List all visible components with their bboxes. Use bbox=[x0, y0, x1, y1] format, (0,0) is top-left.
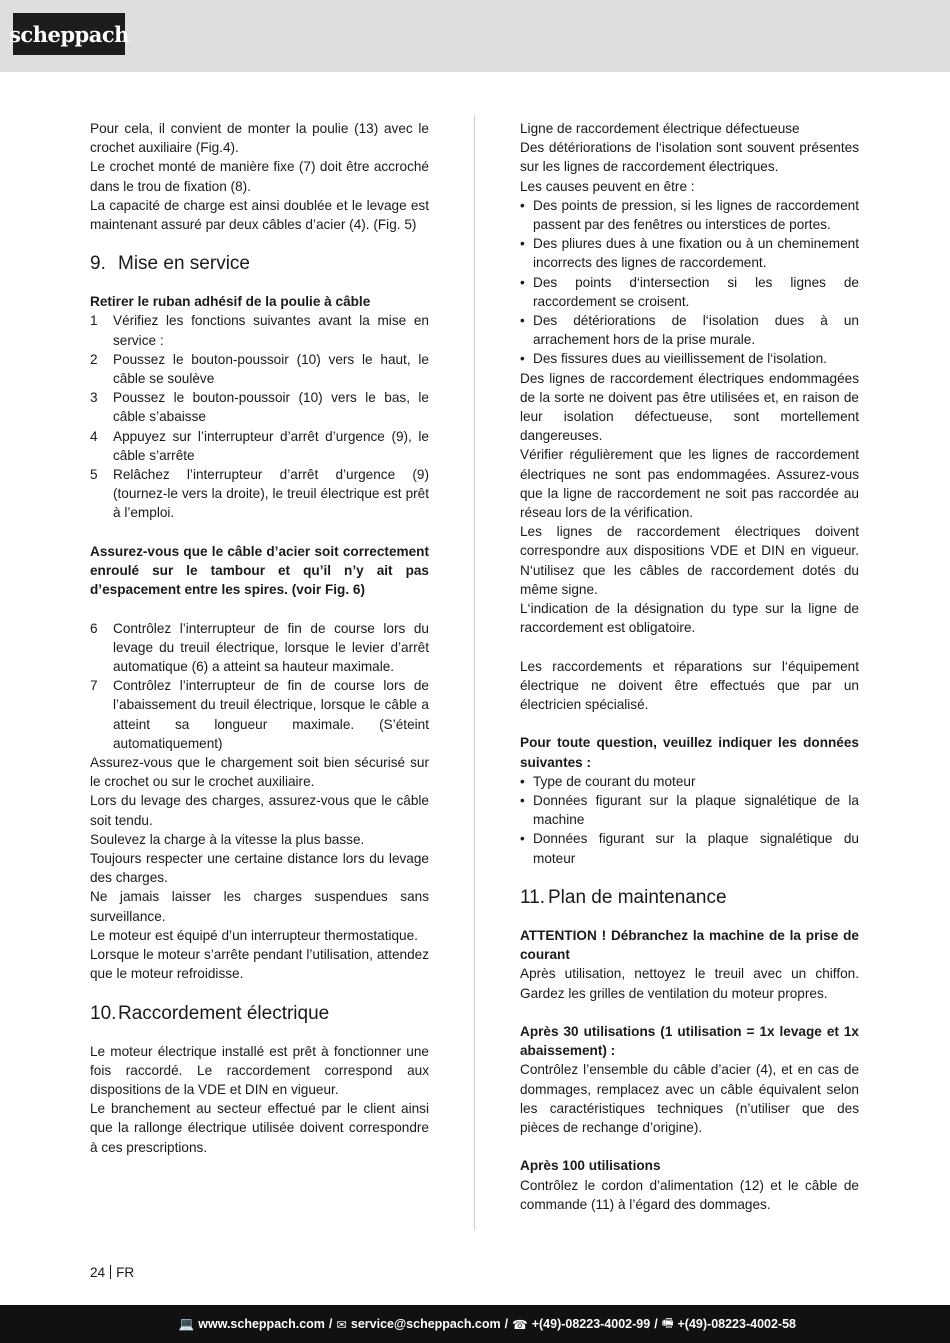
section-title: Mise en service bbox=[118, 253, 250, 275]
bullet-text: Des points de pression, si les lignes de raccordement passent par des fenêtres ou interstices de portes. bbox=[533, 197, 859, 233]
list-item bbox=[90, 619, 429, 677]
body-paragraph: Contrôlez le cordon d’alimentation (12) et le câble de commande (11) à l’égard des dommages. bbox=[520, 1177, 859, 1212]
body-paragraph: Contrôlez l’ensemble du câble d’acier (4), et en cas de dommages, remplacez avec un câble équivalent selon les caractéristiques techniques (n’utiliser que des pièces de rechange d’origine). bbox=[520, 1062, 859, 1135]
right-column bbox=[520, 119, 859, 1214]
subheading: Pour toute question, veuillez indiquer les données suivantes : bbox=[520, 735, 859, 770]
step-text: Poussez le bouton-poussoir (10) vers le haut, le câble se soulève bbox=[113, 351, 429, 387]
section-heading-9 bbox=[90, 252, 429, 276]
step-text: Vérifiez les fonctions suivantes avant la mise en service : bbox=[113, 313, 429, 348]
intro-paragraph: Pour cela, il convient de monter la poulie (13) avec le crochet auxiliaire (Fig.4). bbox=[90, 121, 429, 156]
step-list bbox=[90, 311, 429, 522]
footer-phone: +(49)-08223-4002-99 bbox=[531, 1317, 651, 1331]
bullet-text: Des fissures dues au vieillissement de l‘isolation. bbox=[533, 351, 827, 367]
footer-email-link[interactable]: service@scheppach.com bbox=[350, 1317, 501, 1331]
bullet-text: Des détériorations de l‘isolation dues à un arrachement hors de la prise murale. bbox=[533, 313, 859, 348]
step-number: 2 bbox=[90, 351, 98, 367]
body-paragraph: L‘indication de la désignation du type sur la ligne de raccordement est obligatoire. bbox=[520, 601, 859, 636]
bullet-text: Des points d‘intersection si les lignes de raccordement se croisent. bbox=[533, 274, 859, 309]
section-number: 11. bbox=[520, 886, 546, 908]
section-number: 10. bbox=[90, 1002, 117, 1024]
body-paragraph: Le branchement au secteur effectué par le client ainsi que la rallonge électrique utilisée doivent correspondre à ces prescriptions. bbox=[90, 1101, 429, 1155]
list-item bbox=[90, 465, 429, 523]
step-text: Relâchez l’interrupteur d’arrêt d’urgence (9) (tournez-le vers la droite), le treuil électrique est prêt à l’emploi. bbox=[113, 467, 429, 521]
subheading: Après 30 utilisations (1 utilisation = 1x levage et 1x abaissement) : bbox=[520, 1023, 859, 1059]
subheading: Après 100 utilisations bbox=[520, 1158, 661, 1174]
body-paragraph: Lors du levage des charges, assurez-vous que le câble soit tendu. bbox=[90, 793, 429, 828]
email-icon: ✉ bbox=[336, 1317, 347, 1332]
body-paragraph: Le moteur est équipé d’un interrupteur thermostatique. bbox=[90, 927, 418, 943]
intro-paragraph: La capacité de charge est ainsi doublée et le levage est maintenant assuré par deux câbles d’acier (4). (Fig. 5) bbox=[90, 197, 429, 233]
body-paragraph: Des lignes de raccordement électriques endommagées de la sorte ne doivent pas être utilisées et, en raison de leur isolation défectueuse, sont mortellement dangereuses. bbox=[520, 370, 859, 444]
body-paragraph: Des détériorations de l‘isolation sont souvent présentes sur les lignes de raccordement électriques. bbox=[520, 140, 859, 175]
bullet-text: Données figurant sur la plaque signalétique du moteur bbox=[533, 831, 859, 866]
subheading: Ligne de raccordement électrique défectueuse bbox=[520, 121, 800, 136]
body-paragraph: Après utilisation, nettoyez le treuil avec un chiffon. Gardez les grilles de ventilation du moteur propres. bbox=[520, 966, 859, 1001]
page-header bbox=[0, 0, 950, 72]
list-item: • Des détériorations de l‘isolation dues à un arrachement hors de la prise murale. bbox=[520, 311, 859, 349]
step-list bbox=[90, 619, 429, 753]
left-column bbox=[90, 119, 429, 1157]
step-number: 5 bbox=[90, 467, 98, 483]
brand-name: scheppach bbox=[9, 21, 129, 47]
page-footer: 💻 www.scheppach.com / ✉ service@scheppach.com / ☎ +(49)-08223-4002-99 / 🖷 +(49)-08223-4002-58 bbox=[0, 1305, 950, 1343]
bullet-text: Des pliures dues à une fixation ou à un cheminement incorrects des lignes de raccordement. bbox=[533, 236, 859, 271]
section-title: Raccordement électrique bbox=[118, 1002, 330, 1024]
list-item bbox=[90, 311, 429, 349]
section-heading-11 bbox=[520, 886, 859, 910]
page-language: FR bbox=[116, 1265, 135, 1280]
section-heading-10 bbox=[90, 1002, 429, 1026]
body-paragraph: Les lignes de raccordement électriques doivent correspondre aux dispositions VDE et DIN en vigueur. N‘utilisez que les câbles de raccordement dotés du même signe. bbox=[520, 524, 859, 597]
subheading: Retirer le ruban adhésif de la poulie à câble bbox=[90, 294, 371, 310]
body-paragraph: Le moteur électrique installé est prêt à fonctionner une fois raccordé. Le raccordement correspond aux dispositions de la VDE et DIN en vigueur. bbox=[90, 1043, 429, 1097]
list-item: • Des pliures dues à une fixation ou à un cheminement incorrects des lignes de raccordement. bbox=[520, 234, 859, 272]
intro-paragraph: Le crochet monté de manière fixe (7) doit être accroché dans le trou de fixation (8). bbox=[90, 159, 429, 194]
body-paragraph: Les causes peuvent en être : bbox=[520, 178, 695, 194]
step-number: 3 bbox=[90, 390, 98, 406]
body-paragraph: Toujours respecter une certaine distance lors du levage des charges. bbox=[90, 851, 429, 886]
bullet-text: Type de courant du moteur bbox=[533, 773, 696, 789]
bullet-list bbox=[520, 196, 859, 369]
section-title: Plan de maintenance bbox=[548, 886, 727, 908]
body-paragraph: Les raccordements et réparations sur l‘équipement électrique ne doivent être effectués que par un électricien spécialisé. bbox=[520, 658, 859, 713]
column-divider bbox=[474, 115, 475, 1230]
footer-website-link[interactable]: www.scheppach.com bbox=[198, 1317, 325, 1331]
list-item: • Des points d‘intersection si les lignes de raccordement se croisent. bbox=[520, 273, 859, 311]
step-text: Appuyez sur l’interrupteur d’arrêt d’urgence (9), le câble s’arrête bbox=[113, 428, 429, 463]
step-text: Poussez le bouton-poussoir (10) vers le bas, le câble s’abaisse bbox=[113, 390, 429, 425]
attention-note: ATTENTION ! Débranchez la machine de la prise de courant bbox=[520, 927, 859, 963]
list-item bbox=[90, 427, 429, 465]
footer-fax: +(49)-08223-4002-58 bbox=[677, 1317, 796, 1331]
computer-icon: 💻 bbox=[178, 1316, 195, 1331]
step-text: Contrôlez l’interrupteur de fin de course lors du levage du treuil électrique, lorsque le levier d’arrêt automatique (6) a atteint sa hauteur maximale. bbox=[113, 620, 429, 675]
list-item: • Données figurant sur la plaque signalétique du moteur bbox=[520, 829, 859, 867]
phone-icon: ☎ bbox=[512, 1317, 528, 1332]
body-paragraph: Ne jamais laisser les charges suspendues sans surveillance. bbox=[90, 889, 429, 924]
step-number: 1 bbox=[90, 313, 98, 329]
body-paragraph: Lorsque le moteur s’arrête pendant l’utilisation, attendez que le moteur refroidisse. bbox=[90, 947, 429, 982]
list-item: • Des points de pression, si les lignes de raccordement passent par des fenêtres ou interstices de portes. bbox=[520, 196, 859, 234]
section-number: 9. bbox=[90, 253, 106, 275]
list-item bbox=[90, 388, 429, 426]
body-paragraph: Soulevez la charge à la vitesse la plus basse. bbox=[90, 831, 365, 847]
bullet-text: Données figurant sur la plaque signalétique de la machine bbox=[533, 793, 859, 828]
list-item: • Données figurant sur la plaque signalétique de la machine bbox=[520, 791, 859, 829]
step-number: 6 bbox=[90, 620, 98, 636]
warning-note: Assurez-vous que le câble d’acier soit correctement enroulé sur le tambour et qu’il n’y ait pas d’espacement entre les spires. (voir Fig. 6) bbox=[90, 543, 429, 598]
list-item: • Des fissures dues au vieillissement de l‘isolation. bbox=[520, 349, 859, 368]
step-number: 7 bbox=[90, 678, 98, 694]
fax-icon: 🖷 bbox=[661, 1315, 674, 1330]
list-item: • Type de courant du moteur bbox=[520, 772, 859, 791]
page-number-value: 24 bbox=[90, 1265, 106, 1280]
step-number: 4 bbox=[90, 428, 98, 444]
page-number bbox=[90, 1265, 134, 1280]
list-item bbox=[90, 676, 429, 753]
bullet-list bbox=[520, 772, 859, 868]
list-item bbox=[90, 350, 429, 388]
step-text: Contrôlez l’interrupteur de fin de course lors de l’abaissement du treuil électrique, lorsque le câble a atteint sa longueur maximale. (S’éteint automatiquement) bbox=[113, 678, 429, 751]
body-paragraph: Vérifier régulièrement que les lignes de raccordement électriques ne sont pas endommagées. Assurez-vous que la ligne de raccordement ne soit pas raccordée au réseau lors de la vérification. bbox=[520, 447, 859, 521]
body-paragraph: Assurez-vous que le chargement soit bien sécurisé sur le crochet ou sur le crochet auxiliaire. bbox=[90, 755, 429, 790]
brand-logo bbox=[9, 13, 129, 55]
